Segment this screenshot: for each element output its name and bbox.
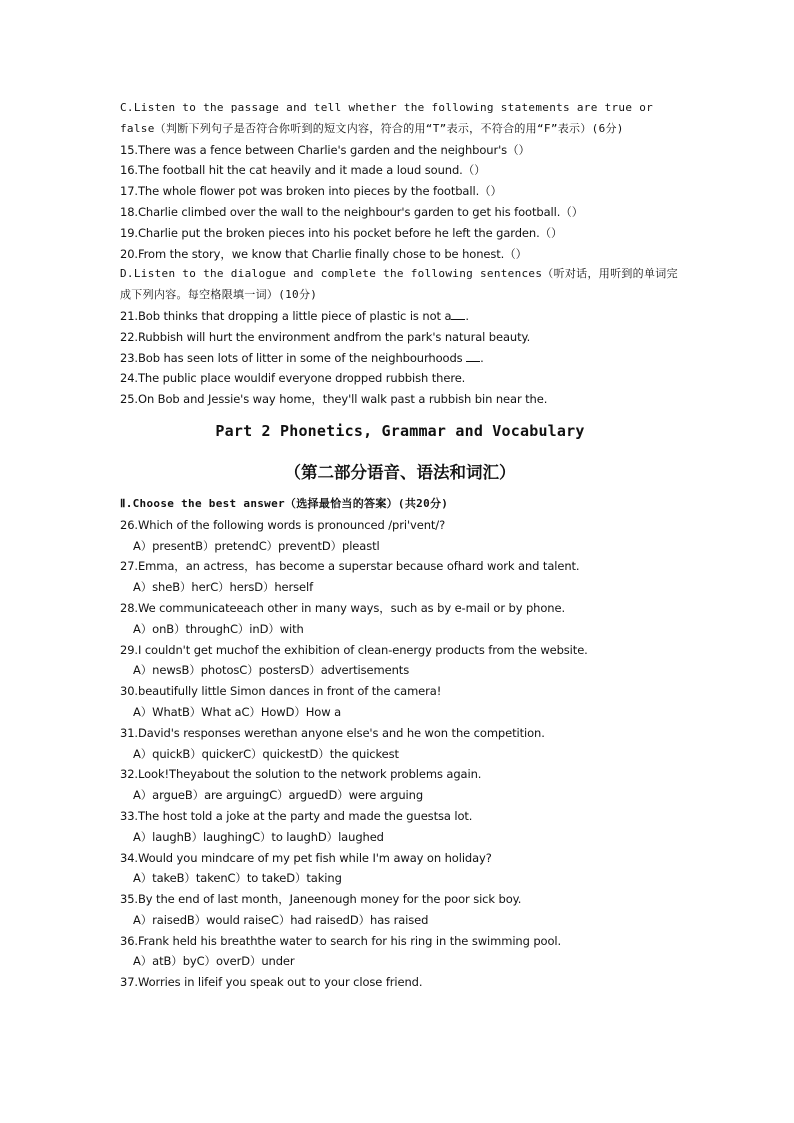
part-2-title: Part 2 Phonetics, Grammar and Vocabulary [215,421,585,440]
answer-options: A）argueB）are arguingC）arguedD）were arguing [133,788,424,803]
answer-options: A）laughB）laughingC）to laughD）laughed [133,829,384,844]
question-24: 24.The public place wouldif everyone dropped rubbish there. [120,371,466,386]
answer-options: A）presentB）pretendC）preventD）pleastl [133,538,380,553]
question-36: 36.Frank held his breaththe water to search for his ring in the swimming pool. [120,933,562,948]
question-15: 15.There was a fence between Charlie's garden and the neighbour's（） [120,142,530,157]
answer-blank [466,350,480,362]
part-2-subtitle: （第二部分语音、语法和词汇） [284,462,516,482]
question-37: 37.Worries in lifeif you speak out to your close friend. [120,975,423,990]
answer-options: A）onB）throughC）inD）with [133,621,304,636]
answer-options: A）quickB）quickerC）quickestD）the quickest [133,746,399,761]
question-23-text: 23.Bob has seen lots of litter in some of the neighbourhoods [120,350,463,365]
question-21: 21.Bob thinks that dropping a little piece of plastic is not a . [120,308,469,323]
question-30: 30.beautifully little Simon dances in front of the camera! [120,684,442,699]
question-29: 29.I couldn't get muchof the exhibition of clean-energy products from the website. [120,642,588,657]
question-26: 26.Which of the following words is pronounced /pri'vent/? [120,517,446,532]
section-d-instruction: D.Listen to the dialogue and complete the following sentences（听对话，用听到的单词完成下列内容。每空格限填一词）(10分) [120,267,678,302]
worksheet-page [120,98,680,993]
question-16: 16.The football hit the cat heavily and it made a loud sound.（） [120,163,486,178]
answer-options: A）atB）byC）overD）under [133,954,295,969]
question-17: 17.The whole flower pot was broken into pieces by the football.（） [120,184,502,199]
question-25: 25.On Bob and Jessie's way home，they'll walk past a rubbish bin near the. [120,392,548,407]
multiple-choice-list [120,515,680,973]
question-20: 20.From the story，we know that Charlie finally chose to be honest.（） [120,246,528,261]
question-35: 35.By the end of last month，Janeenough money for the poor sick boy. [120,892,522,907]
question-28: 28.We communicateeach other in many ways，such as by e-mail or by phone. [120,600,566,615]
answer-options: A）newsB）photosC）postersD）advertisements [133,663,410,678]
answer-options: A）takeB）takenC）to takeD）taking [133,871,342,886]
answer-options: A）raisedB）would raiseC）had raisedD）has raised [133,912,429,927]
section-c-instruction: C.Listen to the passage and tell whether the following statements are true or false（判断下列句子是否符合你听到的短文内容，符合的用“T”表示，不符合的用“F”表示）(6分) [120,101,654,135]
answer-options: A）sheB）herC）hersD）herself [133,580,314,595]
question-19: 19.Charlie put the broken pieces into his pocket before he left the garden.（） [120,225,563,240]
question-32: 32.Look!Theyabout the solution to the network problems again. [120,767,482,782]
question-21-text: 21.Bob thinks that dropping a little piece of plastic is not a [120,308,452,323]
section-ii-heading: Ⅱ.Choose the best answer（选择最恰当的答案）(共20分) [120,496,449,510]
question-31: 31.David's responses werethan anyone else's and he won the competition. [120,725,545,740]
question-22: 22.Rubbish will hurt the environment andfrom the park's natural beauty. [120,329,531,344]
question-34: 34.Would you mindcare of my pet fish while I'm away on holiday? [120,850,492,865]
answer-blank [451,308,465,320]
question-27: 27.Emma，an actress，has become a superstar because ofhard work and talent. [120,559,580,574]
question-18: 18.Charlie climbed over the wall to the neighbour's garden to get his football.（） [120,204,584,219]
question-33: 33.The host told a joke at the party and made the guestsa lot. [120,808,473,823]
question-23: 23.Bob has seen lots of litter in some of the neighbourhoods . [120,350,484,365]
answer-options: A）WhatB）What aC）HowD）How a [133,704,342,719]
